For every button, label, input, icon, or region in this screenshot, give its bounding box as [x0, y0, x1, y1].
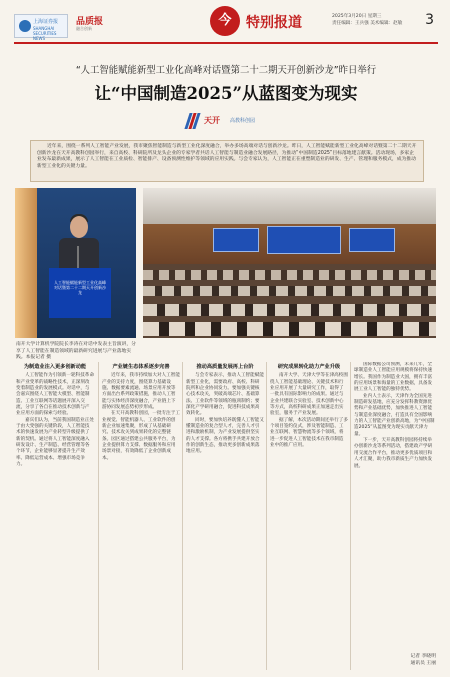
column-heading: 研究成果转化助力产业升级 — [277, 364, 341, 370]
secondary-logo-name: 品质报 — [76, 17, 104, 27]
article-column-4 — [270, 362, 348, 670]
article-column-5 — [354, 362, 436, 650]
issue-info — [332, 13, 422, 27]
column-paragraph: 下一步，天开高教科创园将持续举办创新沙龙等系列活动，搭建政产学研用交流合作平台，推动更多优质项目和人才汇聚，助力我市新质生产力加快发展。 — [354, 438, 433, 469]
byline-reporter: 记者 李晓明 — [410, 654, 436, 659]
event-brand-logo — [186, 113, 266, 131]
brand-subtitle: 高教科创园 — [230, 118, 256, 124]
article-lead: 近年来，围绕一系列人工智能产业发展，我市聚焦智能制造与新型工业化深度融合，举办多场高端对话与创新沙龙。昨日，人工智能赋能新型工业化高峰对话暨第二十二期天开创新沙龙在天开高教科创园举行，来自高校、科研院所及龙头企业的专家学者共话人工智能与制造业融合发展路径，为推动“中国制造2025”目标落地建言献策。活动现场，多家企业发布最新成果，展示了人工智能在工业质检、智能排产、设备预测性维护等领域的应用实践。与会专家认为，人工智能正在重塑制造业的研发、生产、管理和服务模式，成为推动新型工业化的关键力量。 — [37, 144, 417, 169]
article-byline — [370, 654, 436, 667]
column-heading: 为制造业注入更多创新动能 — [23, 364, 87, 370]
masthead — [14, 12, 438, 44]
issue-editors: 责任编辑：王兵强 美术编辑：赵敏 — [332, 21, 403, 26]
secondary-logo — [76, 14, 136, 36]
column-paragraph: 近年来，我市持续加大对人工智能产业的支持力度，围绕算力基础设施、数据要素流通、场景应用开放等方面出台系列政策措施，推动人工智能与实体经济深度融合，产业链上下游协同发展态势初步形成。 — [102, 373, 180, 411]
byline-correspondent: 通讯员 王丽 — [410, 660, 436, 666]
section-title: 特别报道 — [246, 15, 302, 31]
article-column-2 — [102, 362, 180, 670]
article-headline: 让“中国制造2025”从蓝图变为现实 — [94, 84, 358, 103]
article-column-3 — [186, 362, 264, 670]
column-paragraph: 在天开高教科创园，一批专注于工业视觉、智能机器人、工业软件的创新企业加速集聚，形成了从基础研究、技术攻关到成果转化的完整链条。园区通过搭建公共服务平台，为企业提供算力支撑、数据服务和应用场景对接，有效降低了企业创新成本。 — [102, 411, 180, 461]
audience-photo — [143, 188, 436, 338]
logo-name: 上海证券报 — [33, 19, 59, 25]
column-paragraph: 人工智能作为引领新一轮科技革命和产业变革的战略性技术，正深刻改变着制造业的发展模式。对话中，与会嘉宾围绕人工智能大模型、智能制造、工业互联网等话题展开深入交流，分享了各自在推动技术创新与产业应用方面的探索与经验。 — [16, 373, 94, 417]
page-number: 3 — [425, 12, 434, 28]
column-paragraph: 同时，要加快培养既懂人工智能又懂制造业的复合型人才，完善人才引进和激励机制，为产业发展提供坚实的人才支撑。各方将携手共建开放合作的创新生态，推动更多创新成果落地应用。 — [186, 417, 264, 455]
newspaper-logo — [14, 14, 68, 41]
column-paragraph: 嘉宾们认为，当前我国制造业正处于由大变强的关键阶段，人工智能技术的快速发展为产业转型升级提供了新的契机。通过将人工智能深度融入研发设计、生产制造、经营管理等各个环节，企业能够显著提升生产效率、降低运营成本、增强市场竞争力。 — [16, 417, 94, 468]
column-heading: 推动高质量发展再上台阶 — [196, 364, 254, 370]
brand-word: 天开 — [204, 115, 220, 125]
secondary-logo-tagline: 融合创新 — [76, 26, 92, 31]
article-kicker: “人工智能赋能新型工业化高峰对话暨第二十二期天开创新沙龙”昨日举行 — [75, 65, 377, 76]
logo-emblem-icon — [19, 20, 31, 32]
column-paragraph: 据了解，本次活动期间还举行了多个项目签约仪式，涉及智能制造、工业互联网、智慧物流等多个领域，将进一步促进人工智能技术在我市制造业中的推广应用。 — [270, 417, 348, 449]
column-paragraph: 南开大学、天津大学等在津高校围绕人工智能基础理论、关键技术和行业应用开展了大量研究工作，取得了一批具有国际影响力的成果。通过与企业共建联合实验室、技术创新中心等方式，高校科研成果正加速走出实验室，服务于产业发展。 — [270, 373, 348, 417]
podium-text: 人工智能赋能新型工业化高峰对话暨第二十二期天开创新沙龙 — [54, 280, 106, 295]
article-lead-box — [30, 140, 424, 182]
column-paragraph: 与会专家表示，推动人工智能赋能新型工业化，需要政府、高校、科研院所和企业协同发力。要加强关键核心技术攻关，突破高端芯片、基础算法、工业软件等领域的瓶颈制约；要深化产学研用融合，促进科技成果高效转化。 — [186, 373, 264, 417]
issue-date: 2025年3月20日 星期三 — [332, 14, 382, 19]
article-column-1 — [16, 362, 94, 670]
column-heading: 产业链生态体系逐步完善 — [112, 364, 170, 370]
speaker-photo — [15, 188, 136, 338]
section-badge: 今 — [210, 6, 240, 36]
column-paragraph: 业内人士表示，天津作为全国先进制造研发基地，应充分发挥科教资源优势和产业基础优势，加快推进人工智能与制造业深度融合，打造具有全国影响力的人工智能产业创新高地，为“中国制造2025”从蓝图变为现实贡献天津力量。 — [354, 393, 435, 437]
photo-caption: 南开大学计算机学院院长李涛在对话中发表主旨演讲，分享了人工智能在制造领域的最新研究进展与产业落地实践。本报记者 摄 — [16, 342, 136, 360]
brand-stripes-icon — [186, 113, 200, 129]
column-paragraph: 国际数据公司预测，未来几年，全球制造业人工智能应用规模将保持快速增长。我国作为制造业大国，拥有丰富的应用场景和海量的工业数据，具备发展工业人工智能的独特优势。 — [354, 362, 433, 393]
logo-english-name: SHANGHAI SECURITIES NEWS — [33, 26, 57, 41]
